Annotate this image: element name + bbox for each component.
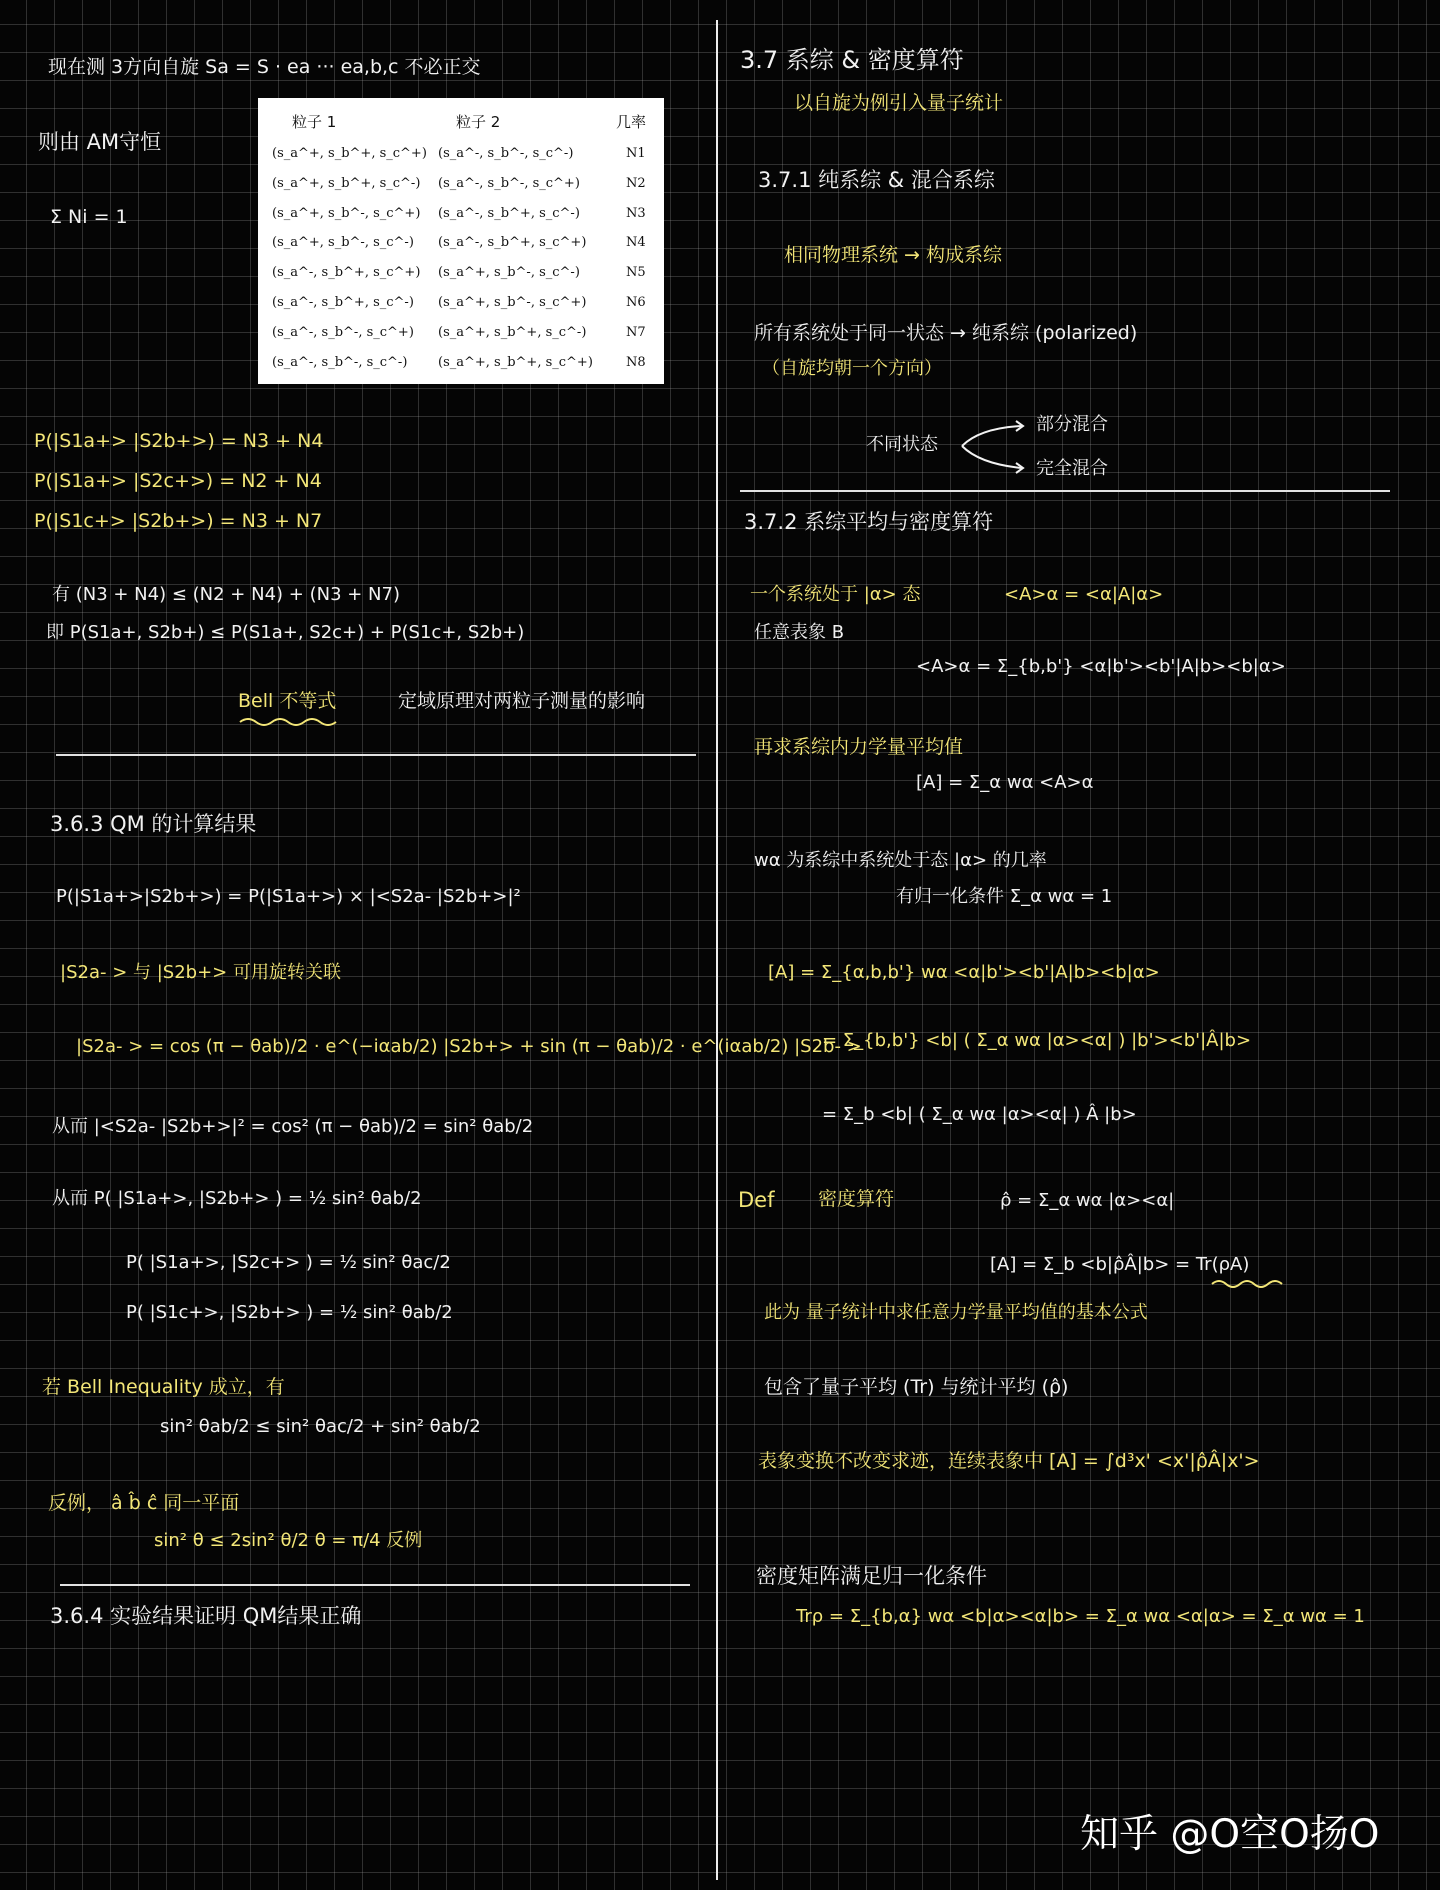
table-cell-particle-2: (s_a^-, s_b^+, s_c^+) <box>438 235 587 251</box>
trace-invariance: 表象变换不改变求迹，连续表象中 [A] = ∫d³x' <x'|ρ̂Â|x'> <box>758 1450 1260 1472</box>
result-cb: P( |S1c+>, |S2b+> ) = ½ sin² θab/2 <box>126 1302 453 1323</box>
ensemble-average-intro: 再求系综内力学量平均值 <box>754 736 964 758</box>
table-cell-probability: N1 <box>626 146 646 161</box>
table-cell-particle-1: (s_a^-, s_b^+, s_c^-) <box>272 295 414 310</box>
section-3-7-title: 3.7 系综 & 密度算符 <box>740 46 964 74</box>
column-divider <box>716 20 718 1880</box>
table-cell-particle-2: (s_a^+, s_b^-, s_c^+) <box>438 295 587 310</box>
fundamental-formula-note: 此为 量子统计中求任意力学量平均值的基本公式 <box>764 1302 1148 1323</box>
derivation-step-2: = Σ_{b,b'} <b| ( Σ_α wα |α><α| ) |b'><b'|Â|b> <box>822 1030 1252 1051</box>
table-cell-particle-2: (s_a^+, s_b^-, s_c^-) <box>438 265 580 281</box>
table-cell-particle-2: (s_a^-, s_b^+, s_c^-) <box>438 205 580 221</box>
section-3-7-1-title: 3.7.1 纯系综 & 混合系综 <box>758 168 995 192</box>
table-cell-particle-2: (s_a^+, s_b^+, s_c^-) <box>438 324 587 340</box>
trace-rho-equals-one: Trρ = Σ_{b,α} wα <b|α><α|b> = Σ_α wα <α|α> = Σ_α wα = 1 <box>796 1606 1365 1627</box>
derivation-step-1: [A] = Σ_{α,b,b'} wα <α|b'><b'|A|b><b|α> <box>768 962 1160 983</box>
quantum-statistical-average: 包含了量子平均 (Tr) 与统计平均 (ρ̂) <box>764 1376 1069 1398</box>
table-header-particle-2: 粒子 2 <box>456 113 501 131</box>
section-3-6-4-title: 3.6.4 实验结果证明 QM结果正确 <box>50 1604 362 1628</box>
derivation-step-3: = Σ_b <b| ( Σ_α wα |α><α| ) Â |b> <box>822 1104 1137 1125</box>
normalization-condition: 有归一化条件 Σ_α wα = 1 <box>896 886 1113 907</box>
table-cell-particle-2: (s_a^-, s_b^-, s_c^+) <box>438 175 580 191</box>
result-ab: 从而 P( |S1a+>, |S2b+> ) = ½ sin² θab/2 <box>52 1188 422 1209</box>
counterexample: 反例， â b̂ ĉ 同一平面 <box>48 1492 240 1514</box>
table-cell-probability: N2 <box>626 175 646 191</box>
expectation-rep: <A>α = Σ_{b,b'} <α|b'><b'|A|b><b|α> <box>916 656 1286 677</box>
qm-probability-eq: P(|S1a+>|S2b+>) = P(|S1a+>) × |<S2a- |S2b+>|² <box>56 886 521 907</box>
partially-mixed: 部分混合 <box>1036 414 1108 435</box>
bell-label: Bell 不等式 <box>238 690 337 712</box>
section-3-6-3-title: 3.6.3 QM 的计算结果 <box>50 812 257 836</box>
pure-ensemble-note: （自旋均朝一个方向） <box>762 358 942 379</box>
table-cell-probability: N6 <box>626 295 646 310</box>
normalization-sum: Σ Ni = 1 <box>50 206 128 228</box>
ensemble-def: 相同物理系统 → 构成系综 <box>784 244 1002 266</box>
prob-cb: P(|S1c+> |S2b+>) = N3 + N7 <box>34 510 323 532</box>
bell-underline-squiggle <box>240 716 340 728</box>
table-cell-particle-1: (s_a^+, s_b^+, s_c^+) <box>272 146 427 161</box>
counterexample-eq: sin² θ ≤ 2sin² θ/2 θ = π/4 反例 <box>154 1530 423 1551</box>
section-3-7-2-title: 3.7.2 系综平均与密度算符 <box>744 510 994 534</box>
single-system-state: 一个系统处于 |α> 态 <box>750 584 921 605</box>
result-ac: P( |S1a+>, |S2c+> ) = ½ sin² θac/2 <box>126 1252 451 1273</box>
intro-line: 现在测 3方向自旋 Sa = S · ea ··· ea,b,c 不必正交 <box>48 56 481 78</box>
completely-mixed: 完全混合 <box>1036 458 1108 479</box>
inequality-counts: 有 (N3 + N4) ≤ (N2 + N4) + (N3 + N7) <box>52 584 400 605</box>
overlap-squared: 从而 |<S2a- |S2b+>|² = cos² (π − θab)/2 = sin² θab/2 <box>52 1116 534 1137</box>
bell-note: 定域原理对两粒子测量的影响 <box>398 690 646 712</box>
expectation-alpha: <A>α = <α|A|α> <box>1004 584 1164 605</box>
weight-definition: wα 为系综中系统处于态 |α> 的几率 <box>754 850 1047 871</box>
table-cell-particle-1: (s_a^+, s_b^-, s_c^-) <box>272 235 414 251</box>
different-states: 不同状态 <box>866 434 938 455</box>
pure-ensemble: 所有系统处于同一状态 → 纯系综 (polarized) <box>754 322 1138 344</box>
section-3-7-subtitle: 以自旋为例引入量子统计 <box>794 92 1004 114</box>
density-operator-name: 密度算符 <box>818 1188 895 1210</box>
am-conservation: 则由 AM守恒 <box>38 130 162 154</box>
prob-ab: P(|S1a+> |S2b+>) = N3 + N4 <box>34 430 324 452</box>
table-cell-particle-1: (s_a^-, s_b^-, s_c^-) <box>272 354 408 370</box>
bell-inequality-qm: sin² θab/2 ≤ sin² θac/2 + sin² θab/2 <box>160 1416 481 1437</box>
table-cell-probability: N7 <box>626 324 646 340</box>
rotation-relation: |S2a- > 与 |S2b+> 可用旋转关联 <box>60 962 341 983</box>
table-cell-particle-2: (s_a^+, s_b^+, s_c^+) <box>438 354 593 370</box>
table-cell-probability: N3 <box>626 205 646 221</box>
ket-expansion: |S2a- > = cos (π − θab)/2 · e^(−iαab/2) |S2b+> + sin (π − θab)/2 · e^(iαab/2) |S2b- > <box>76 1036 862 1057</box>
table-cell-particle-1: (s_a^+, s_b^+, s_c^-) <box>272 175 421 191</box>
table-cell-probability: N4 <box>626 235 646 251</box>
table-header-particle-1: 粒子 1 <box>292 113 337 131</box>
table-cell-particle-1: (s_a^-, s_b^-, s_c^+) <box>272 324 414 340</box>
zhihu-watermark: 知乎 @O空O扬O <box>1080 1812 1380 1857</box>
rule-left-2 <box>60 1584 690 1586</box>
table-cell-probability: N8 <box>626 354 646 370</box>
inequality-probabilities: 即 P(S1a+, S2b+) ≤ P(S1a+, S2c+) + P(S1c+, S2b+) <box>46 622 525 643</box>
table-cell-probability: N5 <box>626 265 646 281</box>
prob-ac: P(|S1a+> |S2c+>) = N2 + N4 <box>34 470 322 492</box>
ensemble-average-eq: [A] = Σ_α wα <A>α <box>916 772 1094 793</box>
any-representation: 任意表象 B <box>754 622 845 643</box>
trace-underline-squiggle <box>1212 1278 1282 1290</box>
table-header-probability: 几率 <box>616 113 647 131</box>
spin-table <box>258 98 664 384</box>
table-cell-particle-2: (s_a^-, s_b^-, s_c^-) <box>438 146 574 161</box>
branch-arrows <box>960 410 1030 480</box>
definition-label: Def <box>738 1188 775 1212</box>
density-matrix-normalization: 密度矩阵满足归一化条件 <box>756 1564 987 1588</box>
density-operator-eq: ρ̂ = Σ_α wα |α><α| <box>1000 1190 1175 1211</box>
rule-right-1 <box>740 490 1390 492</box>
table-cell-particle-1: (s_a^+, s_b^-, s_c^+) <box>272 205 421 221</box>
table-cell-particle-1: (s_a^-, s_b^+, s_c^+) <box>272 265 421 281</box>
bell-holds: 若 Bell Inequality 成立，有 <box>42 1376 285 1398</box>
trace-formula: [A] = Σ_b <b|ρ̂Â|b> = Tr(ρA) <box>990 1254 1250 1275</box>
rule-left-1 <box>56 754 696 756</box>
